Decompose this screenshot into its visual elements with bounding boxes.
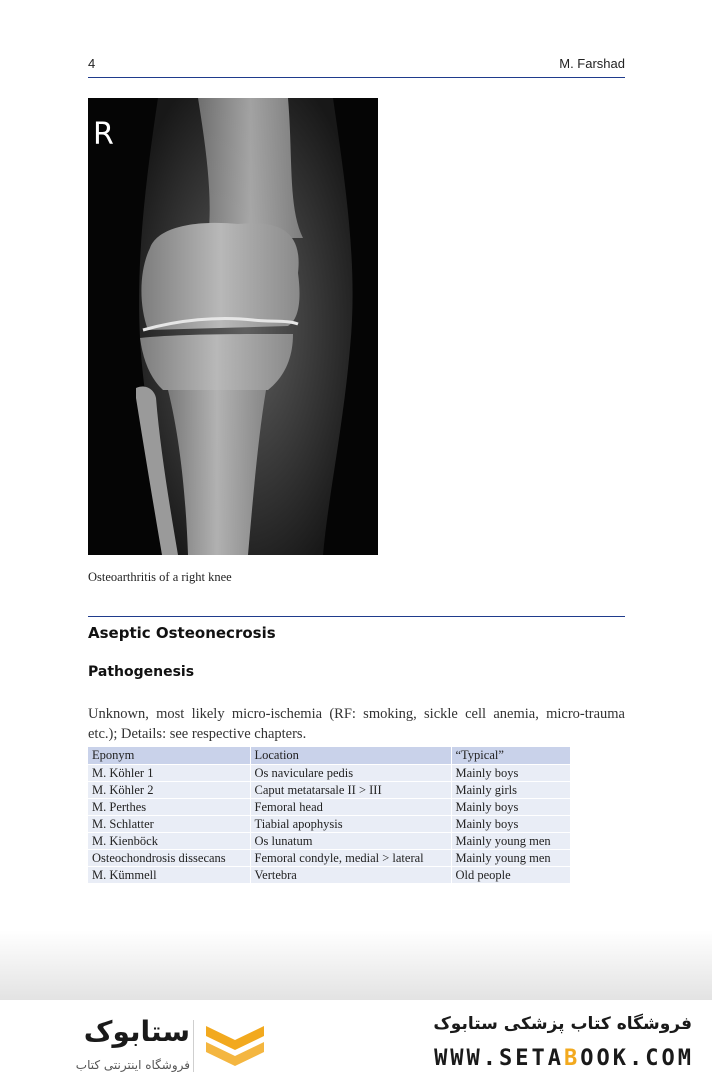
table-cell: M. Kümmell [88, 866, 250, 883]
store-url[interactable] [434, 1046, 694, 1071]
table-cell: Mainly young men [451, 849, 570, 866]
table-cell: Tiabial apophysis [250, 815, 451, 832]
table-row [88, 781, 570, 798]
table-cell: M. Kienböck [88, 832, 250, 849]
table-cell: M. Köhler 2 [88, 781, 250, 798]
table-cell: M. Schlatter [88, 815, 250, 832]
table-cell: Femoral condyle, medial > lateral [250, 849, 451, 866]
url-suffix: OOK.COM [580, 1046, 694, 1071]
logo-divider [193, 1020, 194, 1072]
table-row [88, 798, 570, 815]
table-cell: Osteochondrosis dissecans [88, 849, 250, 866]
table-cell: Caput metatarsale II > III [250, 781, 451, 798]
table-cell: M. Perthes [88, 798, 250, 815]
table-cell: Mainly boys [451, 798, 570, 815]
table-cell: Vertebra [250, 866, 451, 883]
subsection-title: Pathogenesis [88, 664, 195, 680]
column-header-eponym: Eponym [88, 747, 250, 764]
knee-xray-image [88, 98, 378, 555]
url-accent-letter: B [564, 1046, 581, 1071]
table-cell: Old people [451, 866, 570, 883]
table-cell: Os naviculare pedis [250, 764, 451, 781]
xray-illustration [88, 98, 378, 555]
table-row [88, 849, 570, 866]
url-seta: SETA [499, 1046, 565, 1071]
column-header-typical: “Typical” [451, 747, 570, 764]
side-marker-label: R [93, 117, 114, 152]
section-divider [88, 616, 625, 617]
table-row [88, 815, 570, 832]
table-row [88, 832, 570, 849]
logo-wordmark: ستابوک [83, 1015, 190, 1048]
store-name: فروشگاه کتاب پزشکی ستابوک [433, 1014, 692, 1034]
section-title: Aseptic Osteonecrosis [88, 624, 276, 642]
logo-tagline: فروشگاه اینترنتی کتاب [75, 1058, 190, 1072]
table-row [88, 866, 570, 883]
table-cell: Mainly young men [451, 832, 570, 849]
table-header-row [88, 747, 570, 764]
table-cell: Mainly boys [451, 764, 570, 781]
table-cell: Femoral head [250, 798, 451, 815]
running-head-author: M. Farshad [559, 56, 625, 71]
column-header-location: Location [250, 747, 451, 764]
table-cell: Mainly girls [451, 781, 570, 798]
figure-caption: Osteoarthritis of a right knee [88, 570, 232, 584]
pathogenesis-paragraph: Unknown, most likely micro-ischemia (RF: smoking, sickle cell anemia, micro-trauma etc.); Details: see respective chapters. [88, 706, 625, 742]
table-row [88, 764, 570, 781]
table-cell: M. Köhler 1 [88, 764, 250, 781]
table-cell: Os lunatum [250, 832, 451, 849]
table-cell: Mainly boys [451, 815, 570, 832]
book-logo-icon [200, 1020, 270, 1074]
footer-fade [0, 930, 712, 1000]
page-header [88, 56, 625, 78]
url-prefix: WWW. [434, 1046, 500, 1071]
page-number: 4 [88, 56, 96, 71]
osteonecrosis-eponym-table [88, 747, 570, 883]
